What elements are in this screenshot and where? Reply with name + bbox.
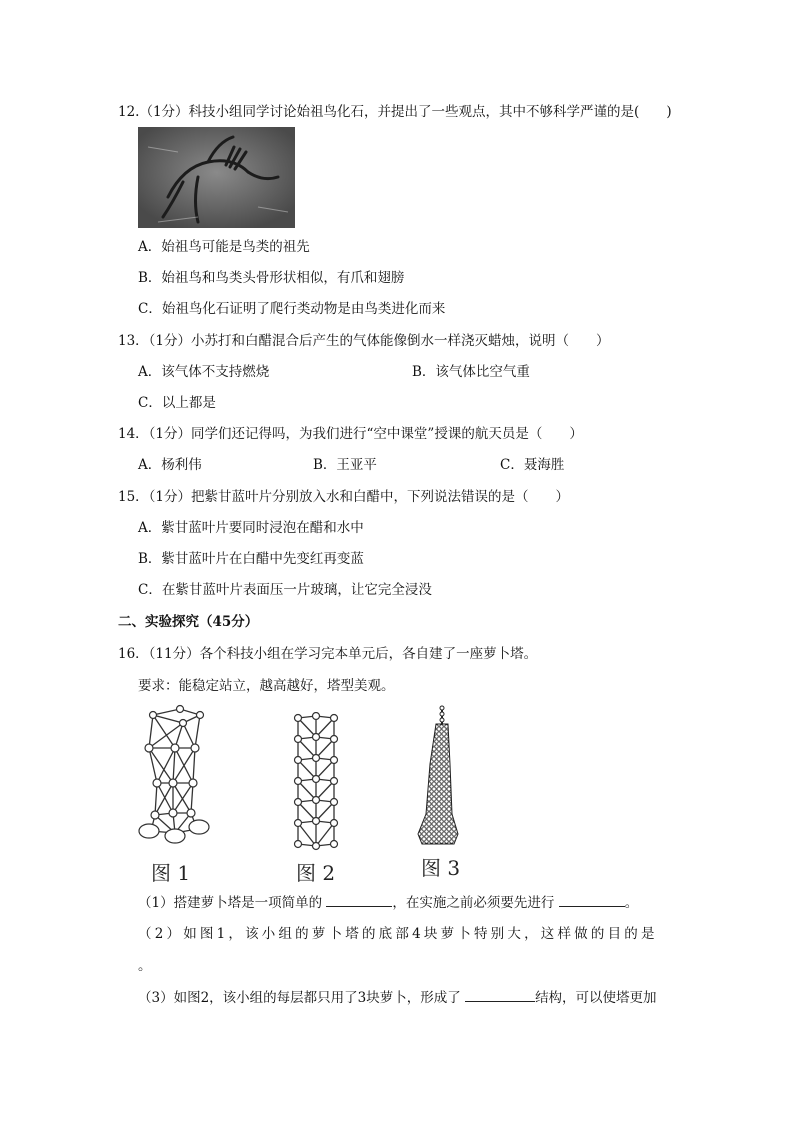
figure-1-tower: [135, 703, 215, 852]
q15-option-a: A．紫甘蓝叶片要同时浸泡在醋和水中: [138, 520, 364, 536]
q13-option-b: B．该气体比空气重: [412, 364, 530, 380]
q14-option-c: C．聂海胜: [500, 457, 565, 473]
q14-option-b: B．王亚平: [313, 457, 377, 473]
q13-stem: 13．（1分）小苏打和白醋混合后产生的气体能像倒水一样浇灭蜡烛，说明（ ）: [118, 333, 610, 349]
q16-sub1-text-a: （1）搭建萝卜塔是一项简单的: [138, 895, 327, 911]
q12-option-c: C．始祖鸟化石证明了爬行类动物是由鸟类进化而来: [138, 301, 446, 317]
q16-sub3: [138, 987, 657, 1008]
q13-option-c: C．以上都是: [138, 395, 216, 411]
q16-sub3-text-a: （3）如图2，该小组的每层都只用了3块萝卜，形成了: [138, 990, 466, 1006]
q16-requirement: 要求：能稳定站立，越高越好，塔型美观。: [138, 678, 395, 694]
q16-sub2: （2）如图1，该小组的萝卜塔的底部4块萝卜特别大，这样做的目的是: [138, 926, 658, 942]
q12-stem: 12.（1分）科技小组同学讨论始祖鸟化石，并提出了一些观点，其中不够科学严谨的是( ): [118, 104, 672, 120]
figure-3-label: 图 3: [421, 856, 461, 880]
q15-stem: 15．（1分）把紫甘蓝叶片分别放入水和白醋中，下列说法错误的是（ ）: [118, 489, 570, 505]
q12-option-a: A．始祖鸟可能是鸟类的祖先: [138, 239, 310, 255]
q16-sub1-text-c: 。: [624, 895, 639, 911]
q12-option-b: B．始祖鸟和鸟类头骨形状相似，有爪和翅膀: [138, 270, 405, 286]
q16-sub1-blank-2[interactable]: [559, 892, 625, 907]
figure-1-label: 图 1: [151, 861, 191, 885]
q16-stem: 16．（11分）各个科技小组在学习完本单元后，各自建了一座萝卜塔。: [118, 646, 538, 662]
q16-sub3-text-b: 结构，可以使塔更加: [535, 990, 657, 1006]
q15-option-b: B．紫甘蓝叶片在白醋中先变红再变蓝: [138, 551, 364, 567]
q14-option-a: A．杨利伟: [138, 457, 202, 473]
q16-sub1-blank-1[interactable]: [326, 892, 392, 907]
q15-option-c: C．在紫甘蓝叶片表面压一片玻璃，让它完全浸没: [138, 582, 432, 598]
q13-option-a: A．该气体不支持燃烧: [138, 364, 270, 380]
figure-2-tower: [292, 712, 340, 856]
figure-3-tower: [414, 704, 462, 850]
q16-sub2-end: 。: [138, 958, 152, 974]
q14-stem: 14．（1分）同学们还记得吗，为我们进行“空中课堂”授课的航天员是（ ）: [118, 426, 583, 442]
section-title: 二、实验探究（45分）: [118, 614, 259, 630]
q16-sub3-blank-1[interactable]: [465, 987, 535, 1002]
q16-sub1-text-b: ，在实施之前必须要先进行: [392, 895, 559, 911]
figure-2-label: 图 2: [296, 861, 336, 885]
q16-sub1: [138, 892, 638, 913]
archaeopteryx-fossil-image: [138, 127, 295, 228]
